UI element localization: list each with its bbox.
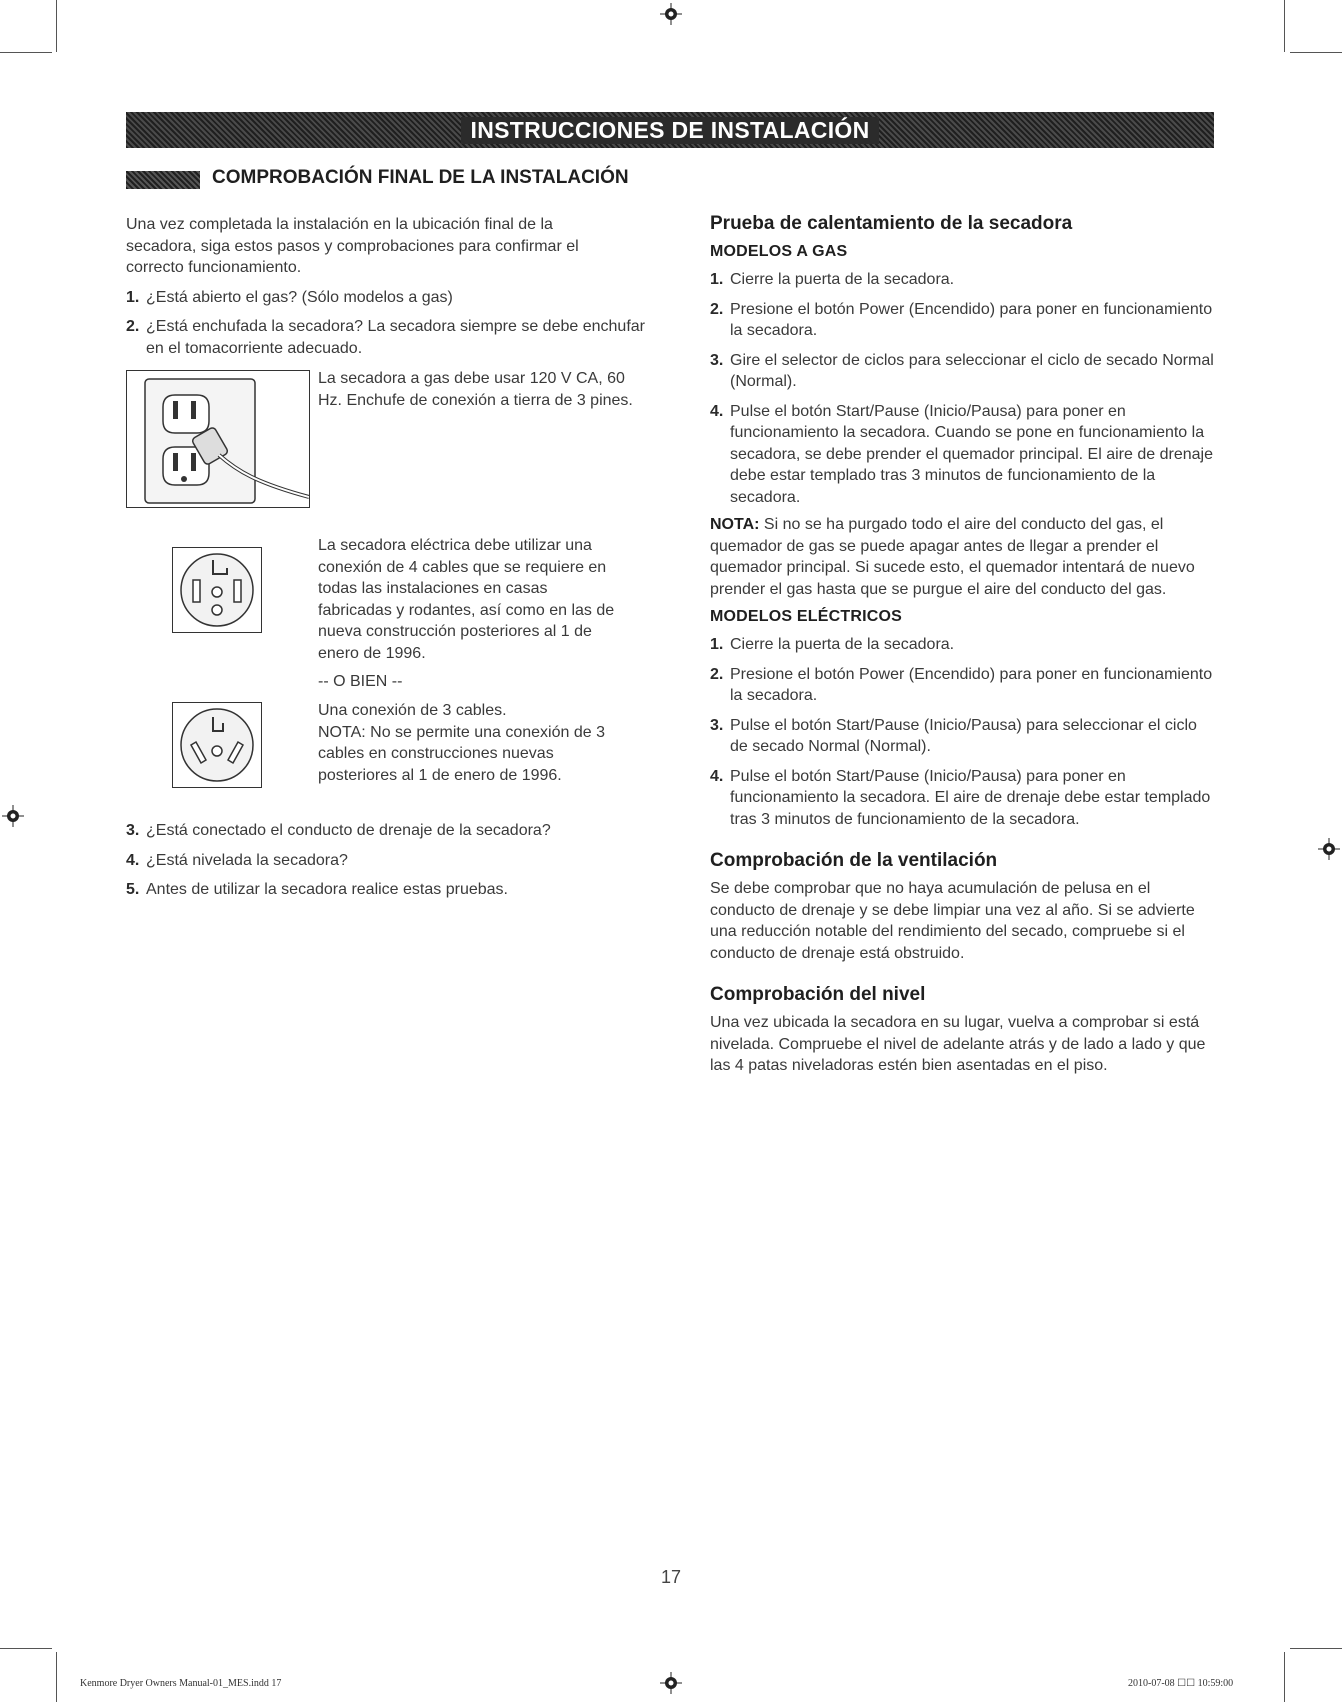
crop-mark — [0, 52, 52, 53]
gas-steps-list — [710, 269, 1215, 508]
crop-mark — [56, 1652, 57, 1702]
four-prong-outlet-icon — [173, 548, 261, 632]
three-wire-note: NOTA: No se permite una conexión de 3 cables en construcciones nuevas posteriores al 1 de enero de 1996. — [318, 723, 605, 784]
electric-models-title: MODELOS ELÉCTRICOS — [710, 608, 903, 625]
four-wire-outlet-figure — [172, 547, 262, 633]
right-column — [710, 213, 1215, 1077]
steps-list-b — [126, 820, 646, 901]
crop-mark — [56, 0, 57, 52]
list-item: 1. ¿Está abierto el gas? (Sólo modelos a gas) — [126, 288, 453, 306]
level-check-title: Comprobación del nivel — [710, 984, 926, 1005]
gas-note: NOTA: Si no se ha purgado todo el aire del conducto del gas, el quemador de gas se puede apagar antes de llegar a prender el quemador principal. Si sucede esto, el quemador intentará de nuevo prender el gas hasta que se purgue el aire del conducto del gas. — [710, 516, 1195, 598]
crop-mark — [1290, 1648, 1342, 1649]
list-item: 2. Presione el botón Power (Encendido) para poner en funcionamiento la secadora. — [710, 300, 1213, 339]
registration-mark-icon — [660, 3, 682, 25]
crop-mark — [1284, 0, 1285, 52]
list-item: 4. Pulse el botón Start/Pause (Inicio/Pausa) para poner en funcionamiento la secadora. Cuando se pone en funcionamiento la secadora, se debe prender el quemador principal. El aire de drenaje debe estar templado tras 3 minutos de funcionamiento de la secadora. — [710, 402, 1213, 506]
heat-test-title: Prueba de calentamiento de la secadora — [710, 213, 1073, 234]
list-item: 2. ¿Está enchufada la secadora? La secadora siempre se debe enchufar en el tomacorriente adecuado. — [126, 318, 645, 357]
registration-mark-icon — [1318, 838, 1340, 860]
four-wire-caption: La secadora eléctrica debe utilizar una conexión de 4 cables que se requiere en todas las instalaciones en casas fabricadas y rodantes, así como en las de nueva construcción posteriores al 1 de enero de 1996. — [318, 537, 615, 662]
vent-check-text: Se debe comprobar que no haya acumulación de pelusa en el conducto de drenaje y se debe limpiar una vez al año. Si se advierte una reducción notable del rendimiento del secado, compruebe si el conducto de drenaje está obstruido. — [710, 880, 1195, 962]
level-check-text: Una vez ubicada la secadora en su lugar, vuelva a comprobar si está nivelada. Compruebe el nivel de adelante atrás y de lado a lado y que las 4 patas niveladoras estén bien asentadas en el piso. — [710, 1014, 1206, 1074]
list-item: 2. Presione el botón Power (Encendido) para poner en funcionamiento la secadora. — [710, 665, 1213, 704]
list-item: 3. Pulse el botón Start/Pause (Inicio/Pausa) para seleccionar el ciclo de secado Normal (Normal). — [710, 716, 1197, 755]
list-item: 3. ¿Está conectado el conducto de drenaje de la secadora? — [126, 822, 551, 839]
plug-outlet-icon — [127, 371, 309, 507]
three-wire-outlet-figure — [172, 702, 262, 788]
page-number: 17 — [660, 1567, 682, 1587]
banner-title: INSTRUCCIONES DE INSTALACIÓN — [461, 117, 880, 144]
electric-steps-list — [710, 634, 1215, 830]
footer-timestamp: 2010-07-08 ☐☐ 10:59:00 — [1128, 1678, 1234, 1689]
or-separator: -- O BIEN -- — [318, 673, 403, 690]
gas-caption: La secadora a gas debe usar 120 V CA, 60 Hz. Enchufe de conexión a tierra de 3 pines. — [318, 370, 633, 409]
left-column — [126, 214, 645, 359]
three-wire-caption — [318, 700, 628, 786]
list-item: 1. Cierre la puerta de la secadora. — [710, 271, 955, 288]
three-wire-line: Una conexión de 3 cables. — [318, 702, 507, 719]
list-item: 4. Pulse el botón Start/Pause (Inicio/Pausa) para poner en funcionamiento la secadora. El aire de drenaje debe estar templado tras 3 minutos de funcionamiento de la secadora. — [710, 767, 1211, 828]
section-title: COMPROBACIÓN FINAL DE LA INSTALACIÓN — [212, 167, 629, 188]
registration-mark-icon — [660, 1672, 682, 1694]
list-item: 5. Antes de utilizar la secadora realice estas pruebas. — [126, 881, 508, 898]
footer-file-name: Kenmore Dryer Owners Manual-01_MES.indd 17 — [80, 1678, 282, 1689]
page-banner — [126, 112, 1214, 148]
list-item: 4. ¿Está nivelada la secadora? — [126, 851, 348, 869]
intro-paragraph: Una vez completada la instalación en la ubicación final de la secadora, siga estos pasos y comprobaciones para confirmar el correcto funcionamiento. — [126, 216, 579, 276]
registration-mark-icon — [2, 805, 24, 827]
gas-models-title: MODELOS A GAS — [710, 243, 848, 260]
steps-list-a — [126, 287, 645, 360]
list-item: 3. Gire el selector de ciclos para seleccionar el ciclo de secado Normal (Normal). — [710, 351, 1214, 390]
vent-check-title: Comprobación de la ventilación — [710, 850, 998, 871]
crop-mark — [1290, 52, 1342, 53]
crop-mark — [0, 1648, 52, 1649]
gas-outlet-figure — [126, 370, 310, 508]
crop-mark — [1284, 1652, 1285, 1702]
list-item: 1. Cierre la puerta de la secadora. — [710, 636, 955, 653]
section-bar — [126, 171, 200, 189]
three-prong-outlet-icon — [173, 703, 261, 787]
